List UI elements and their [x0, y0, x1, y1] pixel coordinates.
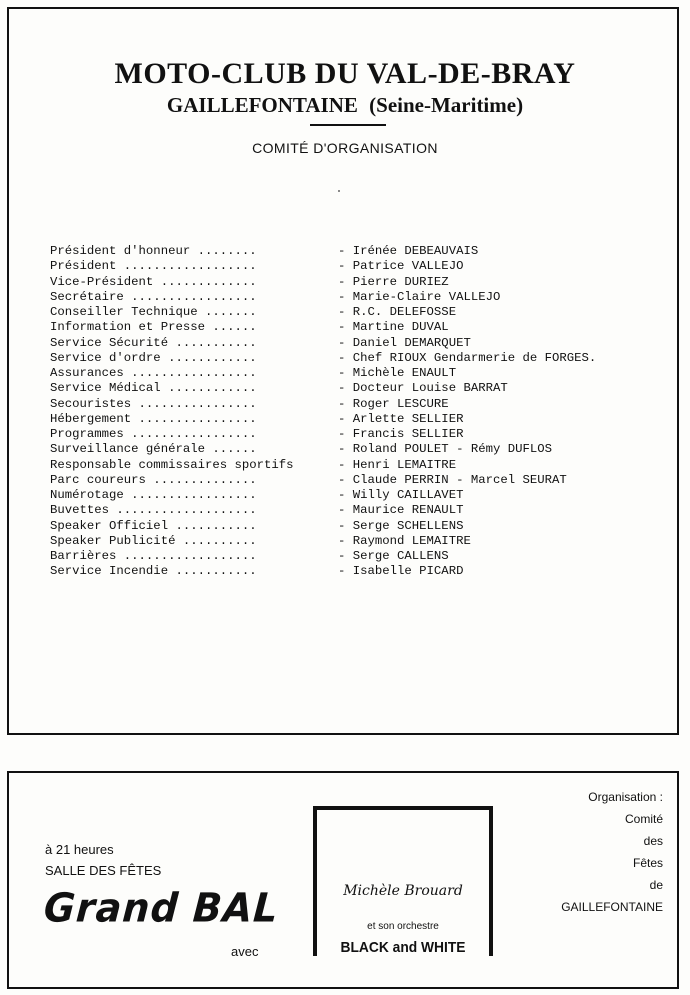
roster-role: Parc coureurs ..............: [50, 472, 257, 487]
roster-person: - Claude PERRIN - Marcel SEURAT: [338, 472, 567, 487]
roster-person: - Willy CAILLAVET: [338, 488, 464, 502]
roster-row: [50, 397, 650, 412]
subtitle-town: GAILLEFONTAINE: [166, 93, 358, 117]
roster-person: - Serge CALLENS: [338, 549, 449, 563]
roster-role: Secrétaire .................: [50, 289, 257, 304]
organisation-line: Comité: [624, 812, 663, 826]
speck: [338, 190, 340, 192]
roster-role: Hébergement ................: [50, 411, 257, 426]
roster-row: [50, 320, 650, 335]
roster-role: Service Sécurité ...........: [50, 335, 257, 350]
organisation-block: [561, 786, 663, 918]
roster-role: Service d'ordre ............: [50, 350, 257, 365]
roster-row: [50, 290, 650, 305]
roster-person: - Serge SCHELLENS: [338, 518, 464, 533]
roster-role: Numérotage .................: [50, 488, 257, 502]
roster-row: [50, 458, 650, 473]
roster-row: [50, 503, 650, 518]
roster-row: [50, 473, 650, 488]
roster-row: [50, 351, 650, 366]
subtitle-region: (Seine-Maritime): [369, 93, 524, 117]
organisation-line: de: [649, 878, 663, 892]
roster-person: - Arlette SELLIER: [338, 411, 464, 426]
roster-row: [50, 412, 650, 427]
roster-role: Information et Presse ......: [50, 320, 257, 335]
roster-role: Vice-Président .............: [50, 274, 257, 289]
roster-row: [50, 244, 650, 259]
roster-role: Speaker Publicité ..........: [50, 533, 257, 548]
roster-person: - Docteur Louise BARRAT: [338, 381, 508, 396]
roster-role: Service Incendie ...........: [50, 564, 257, 579]
roster-row: [50, 366, 650, 381]
organisation-line: Fêtes: [632, 856, 663, 870]
page-subtitle: [0, 93, 690, 118]
roster-role: Speaker Officiel ...........: [50, 518, 257, 533]
roster-role: Secouristes ................: [50, 396, 257, 411]
roster-role: Programmes .................: [50, 427, 257, 441]
roster-role: Président ..................: [50, 259, 257, 274]
roster-person: - R.C. DELEFOSSE: [338, 305, 457, 319]
roster-person: - Francis SELLIER: [338, 427, 464, 441]
roster-person: - Daniel DEMARQUET: [338, 335, 471, 350]
roster-person: - Raymond LEMAITRE: [338, 533, 471, 548]
committee-heading: COMITÉ D'ORGANISATION: [252, 140, 438, 156]
roster-person: - Pierre DURIEZ: [338, 274, 449, 289]
roster-row: [50, 381, 650, 396]
roster-row: [50, 549, 650, 564]
roster-row: [50, 564, 650, 579]
performer-name: Michèle Brouard: [343, 883, 463, 899]
roster-role: Buvettes ...................: [50, 503, 257, 518]
roster-role: Assurances .................: [50, 366, 257, 380]
event-venue: SALLE DES FÊTES: [45, 863, 162, 878]
roster-role: Responsable commissaires sportifs: [50, 457, 294, 472]
roster-row: [50, 534, 650, 549]
roster-person: - Maurice RENAULT: [338, 503, 464, 518]
roster-row: [50, 442, 650, 457]
event-name: Grand BAL: [42, 884, 281, 932]
roster-row: [50, 275, 650, 290]
organisation-label: Organisation :: [588, 790, 663, 804]
roster-person: - Michèle ENAULT: [338, 366, 457, 380]
roster-role: Conseiller Technique .......: [50, 305, 257, 319]
roster-person: - Isabelle PICARD: [338, 564, 464, 579]
roster-person: - Henri LEMAITRE: [338, 457, 457, 472]
roster-role: Président d'honneur ........: [50, 244, 257, 258]
event-avec: avec: [231, 944, 259, 959]
page-title: MOTO-CLUB DU VAL-DE-BRAY: [114, 57, 576, 90]
organisation-line: GAILLEFONTAINE: [561, 900, 663, 914]
event-time: à 21 heures: [45, 842, 114, 857]
band-name: BLACK and WHITE: [340, 939, 466, 956]
roster-row: [50, 427, 650, 442]
roster-row: [50, 305, 650, 320]
roster-row: [50, 519, 650, 534]
orchestra-label: et son orchestre: [367, 921, 439, 932]
committee-roster: [50, 244, 650, 580]
roster-row: [50, 336, 650, 351]
roster-person: - Roland POULET - Rémy DUFLOS: [338, 442, 553, 457]
roster-row: [50, 488, 650, 503]
roster-role: Barrières ..................: [50, 549, 257, 563]
roster-person: - Martine DUVAL: [338, 320, 449, 335]
roster-person: - Chef RIOUX Gendarmerie de FORGES.: [338, 350, 597, 365]
roster-person: - Marie-Claire VALLEJO: [338, 289, 501, 304]
roster-role: Surveillance générale ......: [50, 442, 257, 457]
roster-role: Service Médical ............: [50, 381, 257, 396]
roster-person: - Irénée DEBEAUVAIS: [338, 244, 479, 258]
roster-row: [50, 259, 650, 274]
title-divider: [310, 124, 386, 126]
roster-person: - Patrice VALLEJO: [338, 259, 464, 274]
performer-frame: [313, 806, 493, 956]
roster-person: - Roger LESCURE: [338, 396, 449, 411]
organisation-line: des: [643, 834, 663, 848]
